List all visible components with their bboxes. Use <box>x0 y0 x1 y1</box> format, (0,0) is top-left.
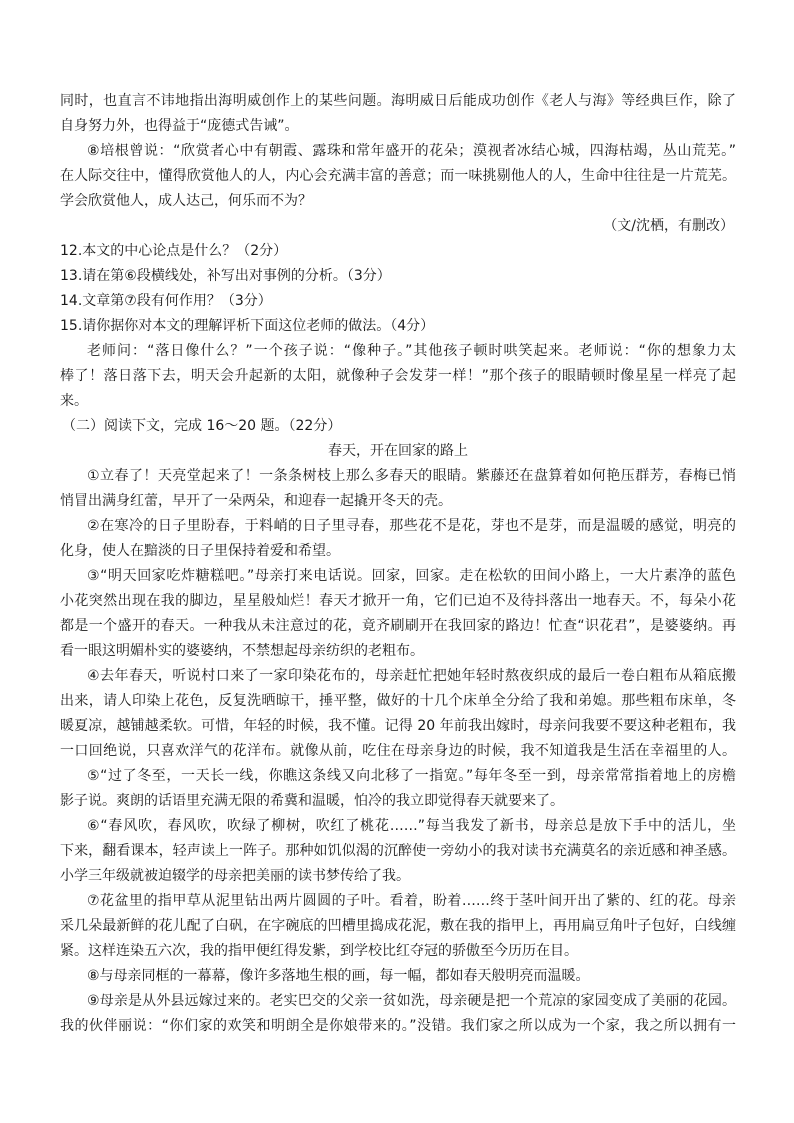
paragraph-line: 暖夏凉，越铺越柔软。可惜，年轻的时候，我不懂。记得 20 年前我出嫁时，母亲问我要不要这种老粗布，我 <box>60 718 736 734</box>
paragraph-line: 化身，使人在黯淡的日子里保持着爱和希望。 <box>60 543 340 559</box>
paragraph-line: 都是一个盛开的春天。一种我从未注意过的花，竟齐刷刷开在我回家的路边！忙查“识花君”，是婆婆纳。再 <box>60 618 736 634</box>
question-15: 15.请你据你对本文的理解评析下面这位老师的做法。（4分） <box>60 318 435 334</box>
paragraph-line: ③“明天回家吃炸糖糕吧。”母亲打来电话说。回家，回家。走在松软的田间小路上，一大片素净的蓝色 <box>87 568 736 584</box>
paragraph-line: ⑥“春风吹，春风吹，吹绿了柳树，吹红了桃花……”每当我发了新书，母亲总是放下手中的活儿，坐 <box>87 818 736 834</box>
question-13: 13.请在第⑥段横线处，补写出对事例的分析。（3分） <box>60 268 391 284</box>
source-attribution: （文/沈栖，有删改） <box>603 218 734 234</box>
text-line: 学会欣赏他人，成人达己，何乐而不为？ <box>60 193 312 209</box>
paragraph-line: 采几朵最新鲜的花儿配了白矾，在字碗底的凹槽里捣成花泥，敷在我的指甲上，再用扁豆角叶子包好，白线缠 <box>60 918 736 934</box>
section-heading: （二）阅读下文，完成 16～20 题。（22分） <box>62 418 342 434</box>
paragraph-line: 下来，翻看课本，轻声读上一阵子。那种如饥似渴的沉醉使一旁幼小的我对读书充满莫名的亲近感和神圣感。 <box>60 843 736 859</box>
paragraph-line: 小学三年级就被迫辍学的母亲把美丽的读书梦传给了我。 <box>60 868 410 884</box>
text-line: ⑧培根曾说：“欣赏者心中有朝霞、露珠和常年盛开的花朵；漠视者冰结心城，四海枯竭，丛山荒芜。” <box>87 143 736 159</box>
text-line: 在人际交往中，懂得欣赏他人的人，内心会充满丰富的善意；而一味挑剔他人的人，生命中往往是一片荒芜。 <box>60 168 736 184</box>
paragraph-line: ⑧与母亲同框的一幕幕，像许多落地生根的画，每一幅，都如春天般明亮而温暖。 <box>87 968 590 984</box>
q15-material-line: 棒了！落日落下去，明天会升起新的太阳，就像种子会发芽一样！”那个孩子的眼睛顿时像星星一样亮了起 <box>60 368 736 384</box>
paragraph-line: ⑦花盆里的指甲草从泥里钻出两片圆圆的子叶。看着，盼着……终于茎叶间开出了紫的、红的花。母亲 <box>87 893 736 909</box>
paragraph-line: 一口回绝说，只喜欢洋气的花洋布。就像从前，吃住在母亲身边的时候，我不知道我是生活在幸福里的人。 <box>60 743 736 759</box>
paragraph-line: 看一眼这明媚朴实的婆婆纳，不禁想起母亲纺织的老粗布。 <box>60 643 424 659</box>
article-title: 春天，开在回家的路上 <box>328 443 468 459</box>
paragraph-line: ④去年春天，听说村口来了一家印染花布的，母亲赶忙把她年轻时熬夜织成的最后一卷白粗布从箱底搬 <box>87 668 736 684</box>
question-14: 14.文章第⑦段有何作用？（3分） <box>60 293 272 309</box>
paragraph-line: 悄冒出满身红蕾，早开了一朵两朵，和迎春一起撬开冬天的壳。 <box>60 493 452 509</box>
q15-material-line: 老师问：“落日像什么？”一个孩子说：“像种子。”其他孩子顿时哄笑起来。老师说：“你的想象力太 <box>87 343 736 359</box>
paragraph-line: 小花突然出现在我的脚边，星星般灿烂！春天才掀开一角，它们已迫不及待抖落出一地春天。不，每朵小花 <box>60 593 736 609</box>
paragraph-line: ①立春了！天亮堂起来了！一条条树枝上那么多春天的眼睛。紫藤还在盘算着如何艳压群芳，春梅已悄 <box>87 468 736 484</box>
paragraph-line: ⑤“过了冬至，一天长一线，你瞧这条线又向北移了一指宽。”每年冬至一到，母亲常常指着地上的房檐 <box>87 768 736 784</box>
question-12: 12.本文的中心论点是什么？（2分） <box>60 243 288 259</box>
paragraph-line: ⑨母亲是从外县远嫁过来的。老实巴交的父亲一贫如洗，母亲硬是把一个荒凉的家园变成了美丽的花园。 <box>87 993 736 1009</box>
paragraph-line: 紧。这样连染五六次，我的指甲便红得发紫，到学校比红夺冠的骄傲至今历历在目。 <box>60 943 578 959</box>
paragraph-line: ②在寒冷的日子里盼春，于料峭的日子里寻春，那些花不是花，芽也不是芽，而是温暖的感觉，明亮的 <box>87 518 736 534</box>
paragraph-line: 影子说。爽朗的话语里充满无限的希冀和温暖，怕冷的我立即觉得春天就要来了。 <box>60 793 564 809</box>
text-line: 自身努力外，也得益于“庞德式告诫”。 <box>60 118 299 134</box>
paragraph-line: 出来，请人印染上花色，反复洗晒晾干，捶平整，做好的十几个床单全分给了我和弟媳。那些粗布床单，冬 <box>60 693 736 709</box>
q15-material-line: 来。 <box>60 393 88 409</box>
paragraph-line: 我的伙伴丽说：“你们家的欢笑和明朗全是你娘带来的。”没错。我们家之所以成为一个家，我之所以拥有一 <box>60 1018 736 1034</box>
text-line: 同时，也直言不讳地指出海明威创作上的某些问题。海明威日后能成功创作《老人与海》等经典巨作，除了 <box>60 93 736 109</box>
